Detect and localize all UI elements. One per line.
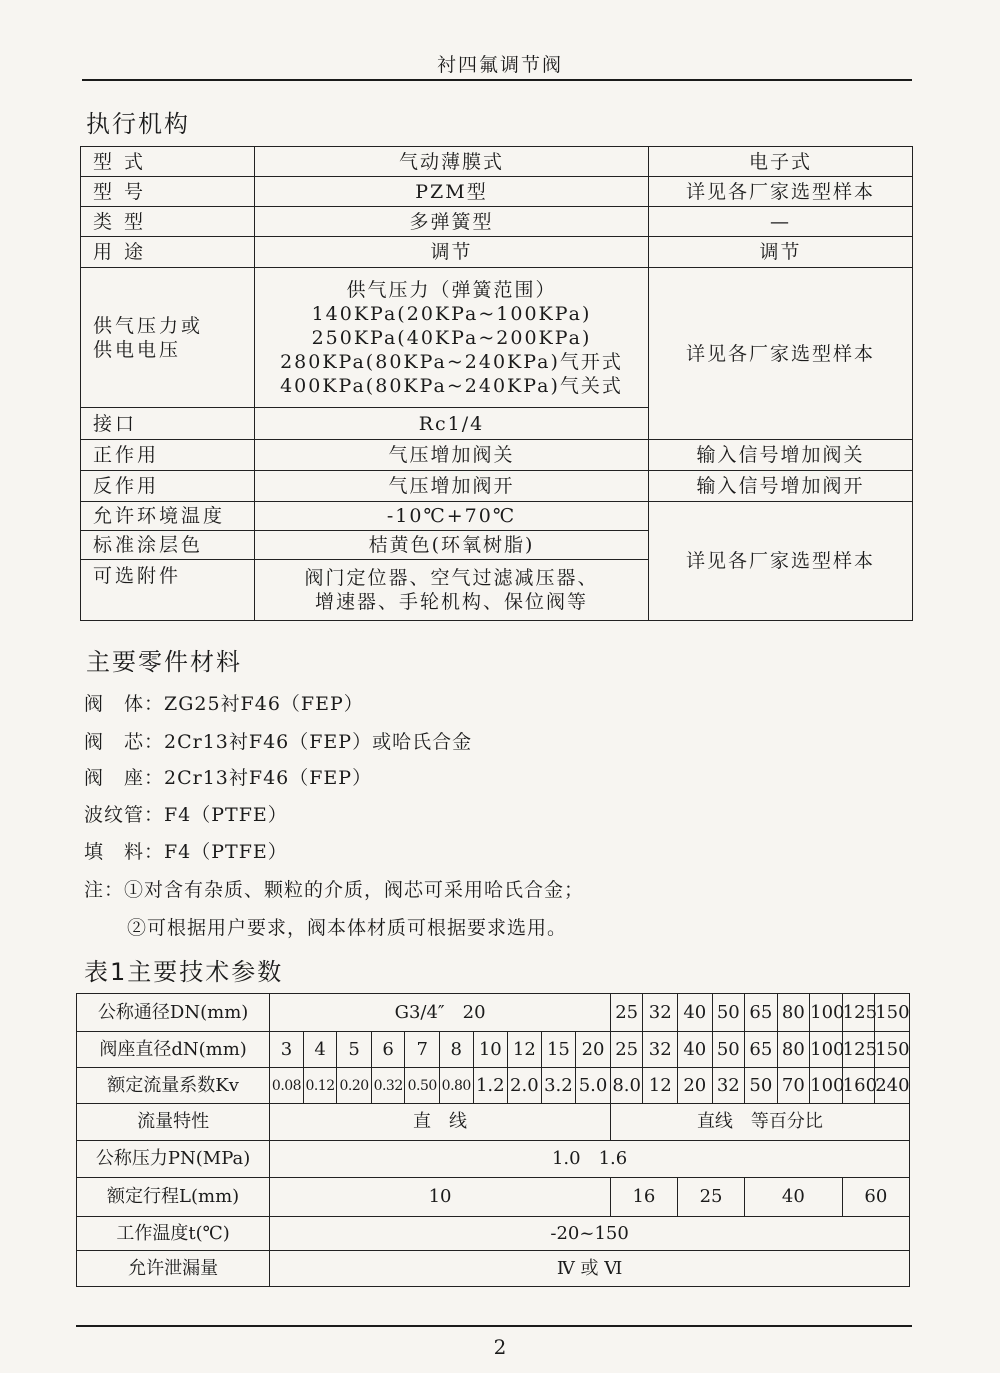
materials-heading: 主要零件材料 [86,648,242,676]
table-row [77,1032,910,1068]
table-row [81,207,913,237]
table-cell: 32 [712,1068,745,1104]
label-line: 供电电压 [93,338,182,361]
footer-rule [76,1325,912,1327]
leak-value: Ⅳ 或 Ⅵ [270,1251,910,1287]
actuator-table [80,146,913,621]
table-cell: 20 [576,1032,611,1068]
table-cell: 20 [677,1068,712,1104]
value-line: 280KPa(80KPa~240KPa)气开式 [280,350,623,373]
table-cell: 4 [303,1032,337,1068]
value-line: 增速器、手轮机构、保位阀等 [314,591,588,613]
table-cell: 5 [337,1032,372,1068]
leak-label: 允许泄漏量 [77,1251,270,1287]
table-cell: 25 [610,994,643,1032]
pneumatic-value: Rc1/4 [255,408,649,440]
table-cell: 0.12 [303,1068,337,1104]
row-label: 型 号 [81,177,255,207]
table-cell: 1.2 [473,1068,508,1104]
table-cell: 16 [610,1178,677,1217]
material-line: 填 料：F4（PTFE） [84,841,288,863]
table-cell: 25 [677,1178,744,1217]
table-row [81,237,913,268]
material-note: 注：①对含有杂质、颗粒的介质，阀芯可采用哈氏合金； [84,879,585,901]
table-cell: 160 [842,1068,875,1104]
table-cell: 10 [270,1178,611,1217]
table-row [77,1251,910,1287]
table-cell: 12 [643,1068,678,1104]
table-cell: 15 [541,1032,576,1068]
actuator-heading: 执行机构 [86,110,190,138]
temp-label: 工作温度t(℃) [77,1217,270,1251]
pneumatic-value: 调节 [255,237,649,268]
material-line: 阀 芯：2Cr13衬F46（FEP）或哈氏合金 [84,731,473,753]
table-cell: 50 [712,1032,745,1068]
table-cell: 0.20 [337,1068,372,1104]
stroke-label: 额定行程L(mm) [77,1178,270,1217]
table-cell: 25 [610,1032,643,1068]
row-label: 标准涂层色 [81,531,255,560]
material-line: 波纹管：F4（PTFE） [84,804,288,826]
row-label: 用 途 [81,237,255,268]
row-label: 类 型 [81,207,255,237]
electric-value: 详见各厂家选型样本 [649,502,913,621]
table-cell: 100 [810,1068,843,1104]
table-row [81,177,913,207]
table-cell: 5.0 [576,1068,611,1104]
table-cell: 150 [875,1032,910,1068]
header-rule [82,79,912,81]
material-note: ②可根据用户要求，阀本体材质可根据要求选用。 [127,917,568,939]
value-line: 140KPa(20KPa~100KPa) [311,302,592,325]
electric-value: — [649,207,913,237]
table-cell: 100 [810,1032,843,1068]
table-row [77,1068,910,1104]
flow-label: 流量特性 [77,1104,270,1141]
table-row [77,1178,910,1217]
electric-value: 详见各厂家选型样本 [649,177,913,207]
table-cell: 65 [745,994,778,1032]
page-number: 2 [493,1335,507,1359]
table-row [77,1104,910,1141]
row-label [81,268,255,408]
table-cell: 0.80 [439,1068,473,1104]
table-row [81,268,913,408]
table-cell: 40 [677,994,712,1032]
table-cell: 70 [777,1068,810,1104]
row-label: 反作用 [81,471,255,502]
electric-value: 输入信号增加阀开 [649,471,913,502]
table-row [77,1141,910,1178]
pneumatic-value: 气压增加阀开 [255,471,649,502]
dn-small-value: G3/4″ 20 [270,994,611,1032]
params-heading: 表1主要技术参数 [84,958,284,986]
table-row [81,471,913,502]
table-cell: 8 [439,1032,473,1068]
electric-value: 详见各厂家选型样本 [649,268,913,440]
table-cell: 2.0 [508,1068,542,1104]
table-row [81,440,913,471]
table-cell: 80 [777,994,810,1032]
pneumatic-value: 多弹簧型 [255,207,649,237]
table-row [81,147,913,177]
dn-label: 公称通径DN(mm) [77,994,270,1032]
table-cell: 40 [677,1032,712,1068]
value-line: 供气压力（弹簧范围） [346,278,557,301]
flow-linear-value: 直 线 [270,1104,611,1141]
table-cell: 32 [643,1032,678,1068]
material-line: 阀 座：2Cr13衬F46（FEP） [84,767,373,789]
table-row [81,502,913,531]
pneumatic-value: 气压增加阀关 [255,440,649,471]
document-title: 衬四氟调节阀 [436,54,563,76]
table-cell: 80 [777,1032,810,1068]
electric-value: 调节 [649,237,913,268]
table-cell: 240 [875,1068,910,1104]
table-cell: 40 [745,1178,843,1217]
pneumatic-value: 桔黄色(环氧树脂) [255,531,649,560]
pneumatic-value [255,560,649,621]
electric-value: 输入信号增加阀关 [649,440,913,471]
pneumatic-value: -10℃+70℃ [255,502,649,531]
table-cell: 6 [371,1032,405,1068]
table-cell: 50 [745,1068,778,1104]
table-cell: 7 [405,1032,440,1068]
table-cell: 60 [842,1178,909,1217]
table-cell: 8.0 [610,1068,643,1104]
pneumatic-value: 气动薄膜式 [255,147,649,177]
table-cell: 100 [810,994,843,1032]
pn-label: 公称压力PN(MPa) [77,1141,270,1178]
pneumatic-value [255,268,649,408]
table-cell: 12 [508,1032,542,1068]
label-line: 供气压力或 [93,314,204,337]
table-cell: 0.32 [371,1068,405,1104]
kv-label: 额定流量系数Kv [77,1068,270,1104]
row-label: 可选附件 [81,560,255,621]
seat-label: 阀座直径dN(mm) [77,1032,270,1068]
table-cell: 0.50 [405,1068,440,1104]
table-cell: 10 [473,1032,508,1068]
table-cell: 50 [712,994,745,1032]
table-cell: 32 [643,994,678,1032]
table-cell: 150 [875,994,910,1032]
material-line: 阀 体：ZG25衬F46（FEP） [84,693,364,715]
table-row [77,1217,910,1251]
pneumatic-value: PZM型 [255,177,649,207]
row-label: 正作用 [81,440,255,471]
value-line: 阀门定位器、空气过滤减压器、 [304,567,599,589]
table-cell: 125 [842,994,875,1032]
row-label: 型 式 [81,147,255,177]
params-table [76,993,910,1287]
table-cell: 3.2 [541,1068,576,1104]
table-row [77,994,910,1032]
electric-value: 电子式 [649,147,913,177]
value-line: 400KPa(80KPa~240KPa)气关式 [280,374,623,397]
flow-both-value: 直线 等百分比 [610,1104,909,1141]
table-cell: 125 [842,1032,875,1068]
table-cell: 0.08 [270,1068,304,1104]
row-label: 允许环境温度 [81,502,255,531]
table-cell: 65 [745,1032,778,1068]
temp-value: -20~150 [270,1217,910,1251]
row-label: 接口 [81,408,255,440]
value-line: 250KPa(40KPa~200KPa) [311,326,592,349]
pn-value: 1.0 1.6 [270,1141,910,1178]
table-cell: 3 [270,1032,304,1068]
